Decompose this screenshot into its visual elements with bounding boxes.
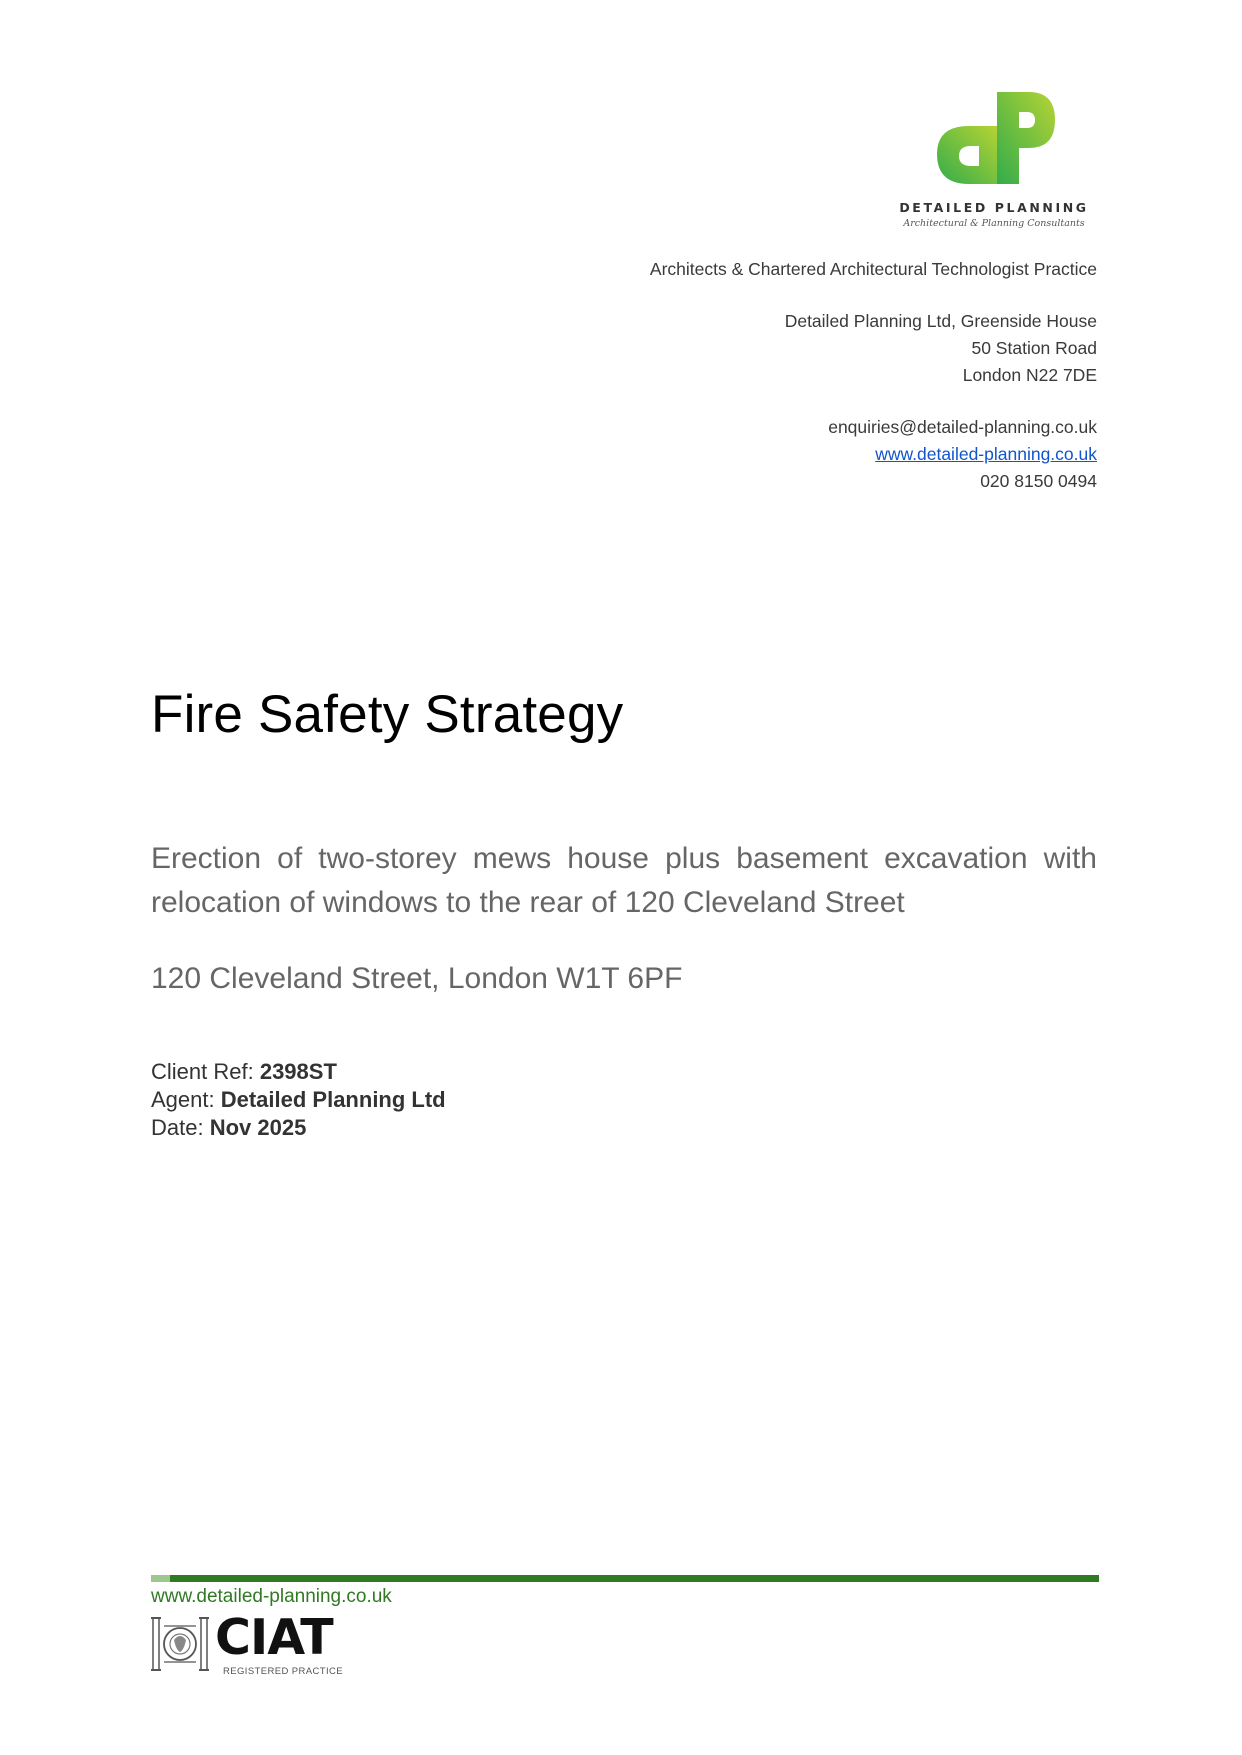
client-ref-label: Client Ref:: [151, 1059, 260, 1084]
ciat-registered-practice: REGISTERED PRACTICE: [223, 1666, 344, 1677]
date-row: [151, 1114, 446, 1142]
date-value: Nov 2025: [209, 1115, 307, 1140]
document-title: Fire Safety Strategy: [151, 685, 624, 744]
logo-company-name: DETAILED PLANNING: [899, 200, 1089, 215]
agent-value: Detailed Planning Ltd: [220, 1087, 446, 1112]
contact-email: enquiries@detailed-planning.co.uk: [828, 417, 1097, 437]
dp-logo-mark-icon: [929, 92, 1059, 192]
client-ref-value: 2398ST: [259, 1059, 337, 1084]
footer-website[interactable]: www.detailed-planning.co.uk: [151, 1586, 392, 1607]
website-link[interactable]: www.detailed-planning.co.uk: [875, 444, 1097, 464]
address-line-1: Detailed Planning Ltd, Greenside House: [784, 311, 1097, 331]
site-address: 120 Cleveland Street, London W1T 6PF: [151, 962, 683, 995]
date-label: Date:: [151, 1115, 210, 1140]
ciat-wordmark: CIAT: [215, 1609, 333, 1666]
address-line-3: London N22 7DE: [962, 365, 1097, 385]
contact-block: [650, 256, 1097, 495]
footer-divider-accent: [151, 1575, 170, 1582]
contact-phone: 020 8150 0494: [980, 471, 1097, 491]
agent-label: Agent:: [151, 1087, 221, 1112]
company-logo: [894, 92, 1094, 232]
logo-tagline: Architectural & Planning Consultants: [903, 218, 1085, 229]
document-meta: [151, 1058, 446, 1142]
client-ref-row: [151, 1058, 446, 1086]
practice-description: Architects & Chartered Architectural Technologist Practice: [649, 259, 1097, 279]
address-line-2: 50 Station Road: [971, 338, 1097, 358]
ciat-logo: [151, 1609, 351, 1682]
ciat-crest-icon: [151, 1614, 209, 1674]
agent-row: [151, 1086, 446, 1114]
project-description: Erection of two-storey mews house plus basement excavation with relocation of windows to the rear of 120 Cleveland Street: [151, 842, 1097, 919]
footer-divider: [151, 1575, 1099, 1582]
